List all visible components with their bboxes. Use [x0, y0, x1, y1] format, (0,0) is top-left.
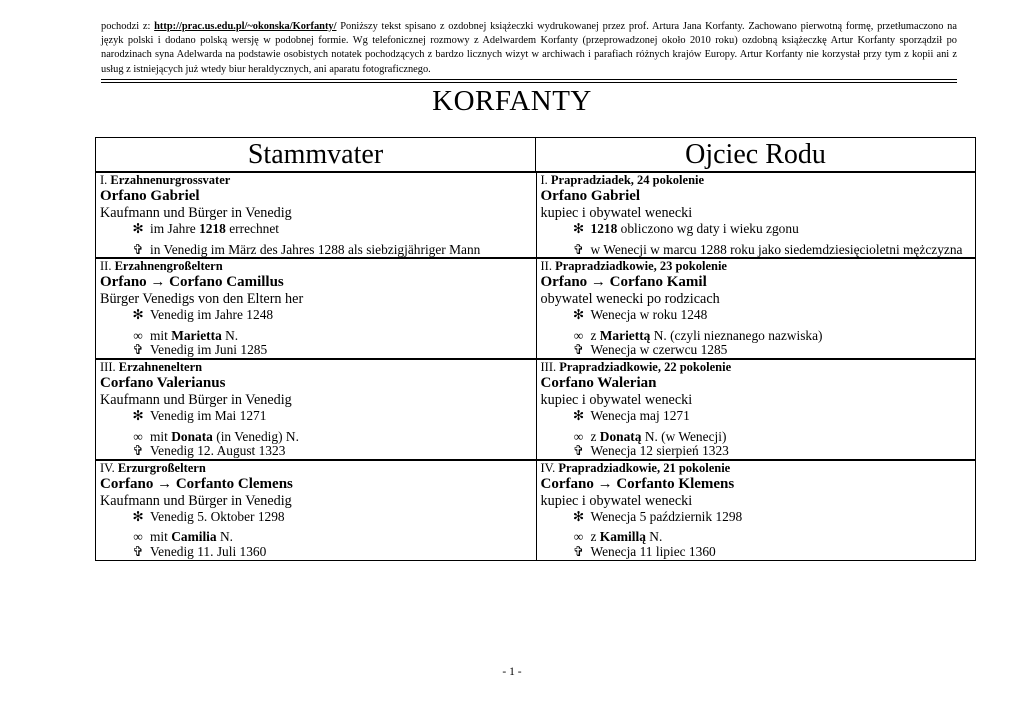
event-text [591, 545, 972, 560]
event-text [591, 409, 972, 424]
table-header [96, 138, 975, 173]
death-cross-icon: ✞ [572, 241, 585, 257]
event-text [150, 222, 532, 237]
birth-star-icon: ✻ [132, 508, 144, 524]
event-text-bold: Donata [171, 428, 213, 444]
event-text-pre: mit [150, 327, 172, 343]
generation-title: Erzurgroßeltern [117, 460, 206, 475]
table-row [96, 461, 975, 560]
life-event [100, 444, 532, 459]
death-cross-icon: ✞ [572, 443, 585, 459]
generation-label [100, 259, 532, 273]
generation-title: Prapradziadkowie, 23 pokolenie [555, 259, 727, 274]
death-cross-icon: ✞ [132, 342, 144, 358]
table-row [96, 259, 975, 360]
event-text [150, 530, 532, 545]
life-event [541, 530, 972, 545]
page-number: - 1 - [502, 666, 522, 678]
header-rule-bottom [101, 82, 957, 83]
event-text [591, 430, 972, 445]
event-text-pre: Venedig im Juni 1285 [150, 342, 268, 358]
life-event [100, 430, 532, 445]
event-text-bold: 1218 [199, 221, 226, 236]
life-event [541, 222, 972, 237]
life-event [541, 430, 972, 445]
death-cross-icon: ✞ [572, 342, 585, 358]
german-cell [96, 360, 536, 459]
event-text-pre: Wenecja maj 1271 [590, 407, 690, 423]
generation-number: III. [100, 359, 119, 374]
generation-number: II. [100, 259, 115, 274]
event-text-post: N. [216, 529, 233, 545]
event-text [150, 308, 532, 323]
life-event [100, 308, 532, 323]
event-text [150, 444, 532, 459]
generation-title: Erzahneneltern [118, 359, 203, 374]
event-text [591, 510, 972, 525]
event-text [591, 329, 972, 344]
marriage-infinity-icon: ∞ [133, 327, 143, 343]
event-text [150, 545, 532, 560]
person-description: kupiec i obywatel wenecki [540, 205, 693, 221]
life-event [541, 510, 972, 525]
generation-number: II. [540, 259, 556, 274]
generation-title: Prapradziadek, 24 pokolenie [550, 173, 705, 187]
event-text-post: N. (w Wenecji) [641, 428, 727, 444]
life-event [541, 545, 972, 560]
polish-cell [536, 360, 976, 459]
header-polish: Ojciec Rodu [535, 138, 975, 171]
person-name: Orfano → Corfano Camillus [100, 274, 284, 291]
generation-number: IV. [540, 460, 559, 475]
event-text-post: N. (czyli nieznanego nazwiska) [650, 327, 823, 343]
german-cell [96, 173, 536, 257]
intro-paragraph [101, 20, 957, 77]
person-name: Orfano → Corfano Kamil [540, 274, 707, 291]
event-text-bold: Marietta [171, 327, 222, 343]
event-text-pre: mit [150, 529, 172, 545]
marriage-infinity-icon: ∞ [573, 428, 584, 444]
life-event [541, 308, 972, 323]
person-description: obywatel wenecki po rodzicach [540, 291, 720, 308]
life-event [100, 545, 532, 560]
event-text-pre: Venedig im Jahre 1248 [150, 307, 274, 323]
event-text [591, 308, 972, 323]
generation-label [541, 259, 972, 273]
page-title: KORFANTY [432, 85, 592, 117]
event-text [591, 222, 972, 237]
marriage-infinity-icon: ∞ [573, 327, 584, 343]
person-name: Orfano Gabriel [100, 188, 200, 204]
header-german: Stammvater [247, 139, 384, 170]
event-text-pre: Venedig im Mai 1271 [150, 407, 267, 423]
life-event [100, 409, 532, 424]
event-text-pre: Wenecja 5 październik 1298 [590, 508, 743, 524]
event-text-pre: im Jahre [150, 221, 200, 236]
birth-star-icon: ✻ [572, 407, 585, 423]
table-row [96, 173, 975, 259]
event-text-post: N. [645, 529, 663, 545]
event-text-bold: Kamillą [599, 529, 646, 545]
birth-star-icon: ✻ [132, 407, 144, 423]
header-rule-top [101, 79, 957, 80]
person-description: Kaufmann und Bürger in Venedig [100, 492, 292, 509]
event-text-bold: 1218 [590, 221, 618, 236]
birth-star-icon: ✻ [572, 221, 585, 236]
event-text-post: errechnet [225, 221, 280, 236]
source-link[interactable]: http://prac.us.edu.pl/~okonska/Korfanty/ [154, 21, 337, 32]
generation-title: Prapradziadkowie, 22 pokolenie [559, 359, 732, 374]
event-text-pre: mit [150, 428, 172, 444]
person-description: kupiec i obywatel wenecki [540, 492, 693, 509]
person-name: Corfano Walerian [540, 374, 657, 391]
person-description: Kaufmann und Bürger in Venedig [100, 391, 292, 408]
generation-title: Erzahnengroßeltern [114, 259, 223, 274]
event-text-post: N. [221, 327, 239, 343]
person-name: Corfano → Corfanto Klemens [540, 475, 735, 492]
death-cross-icon: ✞ [572, 543, 585, 559]
generation-label [541, 360, 972, 374]
life-event [100, 510, 532, 525]
event-text [150, 343, 532, 358]
generation-label [541, 173, 972, 187]
life-event [100, 530, 532, 545]
intro-text: Poniższy tekst spisano z ozdobnej książeczki wydrukowanej przez prof. Artura Jana Korfanty. Zachowano pierwotną formę, przetłumaczono na język polski i dodano polską wersję w podobnej formie. Wg telefonicznej rozmowy z Adelwardem Korfanty (przeprowadzonej około 2010 roku) ozdobną książeczkę Artur Korfanty sporządził po narodzinach syna Adelwarda na podstawie osobistych notatek pochodzących z bardzo licznych wizyt w archiwach i parafiach różnych krajów Europy. Artur Korfanty nie korzystał przy tym z kopii ani z usług z istniejących już wtedy biur heraldycznych, ani aparatu fotograficznego. [101, 21, 957, 75]
generation-label [100, 461, 532, 475]
event-text-pre: Venedig 12. August 1323 [150, 443, 286, 459]
event-text-post: (in Venedig) N. [212, 428, 299, 444]
event-text [150, 329, 532, 344]
generation-number: I. [100, 173, 111, 187]
event-text-pre: Venedig 5. Oktober 1298 [150, 508, 285, 524]
birth-star-icon: ✻ [132, 307, 144, 323]
event-text-pre: Wenecja w roku 1248 [590, 307, 708, 323]
event-text [591, 343, 972, 358]
life-event [100, 222, 532, 237]
life-event [541, 243, 972, 258]
polish-cell [536, 173, 976, 257]
person-description: Bürger Venedigs von den Eltern her [100, 291, 304, 308]
event-text-pre: z [590, 529, 600, 545]
genealogy-table [95, 137, 976, 561]
marriage-infinity-icon: ∞ [133, 428, 143, 444]
event-text [150, 430, 532, 445]
death-cross-icon: ✞ [132, 443, 144, 459]
event-text-bold: Mariettą [599, 327, 651, 343]
polish-cell [536, 461, 976, 560]
birth-star-icon: ✻ [572, 508, 585, 524]
event-text-post: obliczono wg daty i wieku zgonu [617, 221, 799, 236]
generation-title: Prapradziadkowie, 21 pokolenie [558, 460, 731, 475]
event-text [150, 510, 532, 525]
generation-number: III. [540, 359, 560, 374]
marriage-infinity-icon: ∞ [133, 529, 143, 545]
event-text [591, 530, 972, 545]
generation-label [100, 173, 532, 187]
person-description: Kaufmann und Bürger in Venedig [100, 205, 292, 221]
life-event [541, 343, 972, 358]
event-text-pre: w Wenecji w marcu 1288 roku jako siedemdziesięcioletni mężczyzna [590, 241, 963, 257]
death-cross-icon: ✞ [132, 241, 144, 257]
marriage-infinity-icon: ∞ [573, 529, 584, 545]
generation-label [100, 360, 532, 374]
life-event [100, 329, 532, 344]
event-text-pre: Venedig 11. Juli 1360 [150, 543, 267, 559]
event-text-pre: z [590, 428, 600, 444]
birth-star-icon: ✻ [572, 307, 585, 323]
life-event [100, 343, 532, 358]
event-text-pre: z [590, 327, 600, 343]
life-event [541, 329, 972, 344]
event-text [591, 243, 972, 258]
death-cross-icon: ✞ [132, 543, 144, 559]
life-event [100, 243, 532, 258]
event-text [150, 243, 532, 258]
intro-prefix: pochodzi z: [101, 21, 155, 32]
event-text-bold: Camilia [171, 529, 217, 545]
event-text-pre: Wenecja 12 sierpień 1323 [590, 443, 729, 459]
life-event [541, 409, 972, 424]
person-name: Corfano → Corfanto Clemens [100, 475, 293, 492]
generation-title: Erzahnenurgrossvater [110, 173, 231, 187]
event-text [591, 444, 972, 459]
person-name: Corfano Valerianus [100, 374, 226, 391]
german-cell [96, 461, 536, 560]
polish-cell [536, 259, 976, 358]
generation-label [541, 461, 972, 475]
german-cell [96, 259, 536, 358]
table-row [96, 360, 975, 461]
event-text-bold: Donatą [599, 428, 642, 444]
event-text-pre: in Venedig im März des Jahres 1288 als siebzigjähriger Mann [150, 241, 481, 257]
life-event [541, 444, 972, 459]
event-text-pre: Wenecja w czerwcu 1285 [590, 342, 728, 358]
generation-number: I. [540, 173, 551, 187]
person-name: Orfano Gabriel [540, 188, 641, 204]
event-text-pre: Wenecja 11 lipiec 1360 [590, 543, 716, 559]
person-description: kupiec i obywatel wenecki [540, 391, 693, 408]
generation-number: IV. [100, 460, 118, 475]
birth-star-icon: ✻ [132, 221, 144, 236]
event-text [150, 409, 532, 424]
